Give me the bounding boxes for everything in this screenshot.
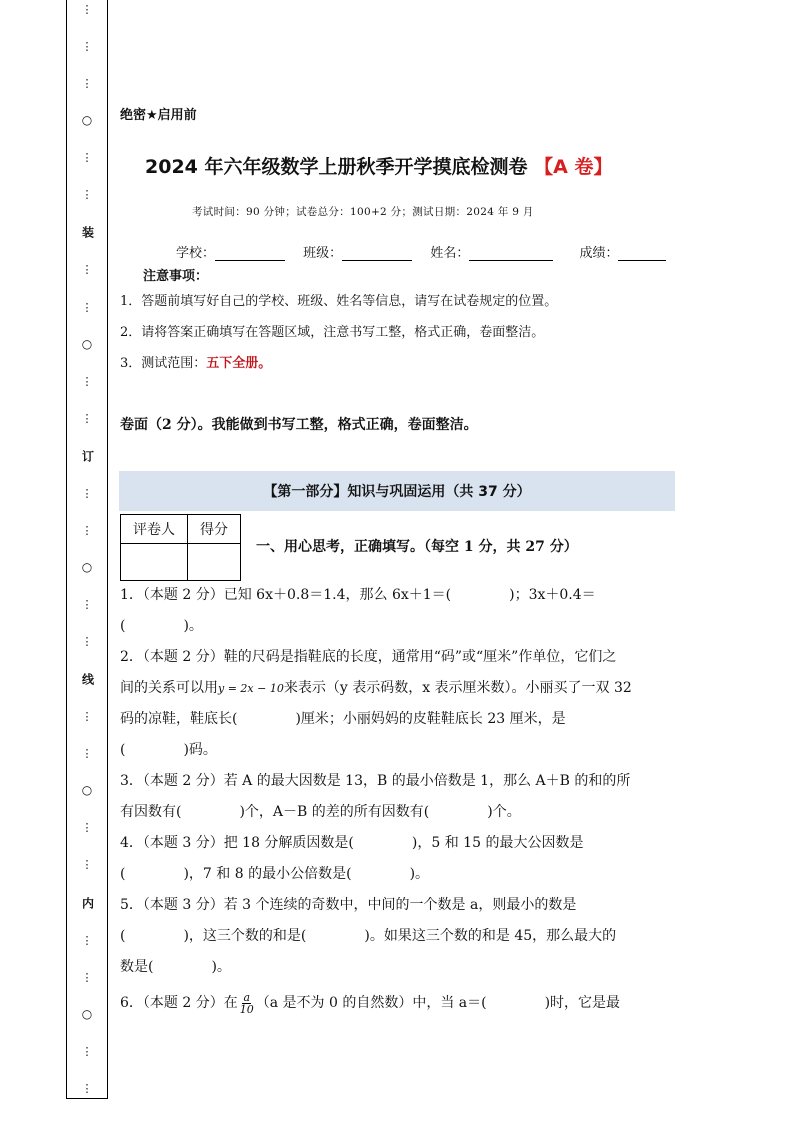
binding-dots: ⋮: [81, 486, 93, 500]
binding-dots: ⋮: [81, 1081, 93, 1095]
question-6: [120, 988, 678, 1019]
fraction-a-over-10: [240, 992, 254, 1015]
question-4: [120, 828, 678, 890]
score-field[interactable]: [579, 242, 666, 261]
q5-text: )，这三个数的和是(: [183, 928, 307, 944]
q1-text: 1．（本题 2 分）已知 6x＋0.8＝1.4，那么 6x＋1＝(: [120, 587, 452, 603]
binding-dots: ⋮: [81, 374, 93, 388]
q2-text: 码的凉鞋，鞋底长(: [120, 711, 238, 727]
question-1: [120, 580, 678, 642]
q4-text: )，7 和 8 的最小公倍数是(: [183, 866, 352, 882]
binding-dots: ⋮: [81, 858, 93, 872]
class-field[interactable]: [303, 242, 412, 261]
note-item: 1．答题前填写好自己的学校、班级、姓名等信息，请写在试卷规定的位置。: [120, 294, 558, 309]
fraction-numerator: a: [243, 990, 250, 1004]
name-field[interactable]: [430, 242, 553, 261]
binding-circle: ○: [81, 1006, 93, 1021]
q1-text: )。: [183, 618, 203, 634]
q2-text: 间的关系可以用: [120, 680, 218, 696]
name-label: 姓名：: [430, 246, 470, 261]
binding-dots: ⋮: [81, 263, 93, 277]
note-range-value: 五下全册。: [206, 356, 272, 371]
binding-dots: ⋮: [81, 710, 93, 724]
question-5: [120, 890, 678, 983]
binding-circle: ○: [81, 783, 93, 798]
q5-text: 5．（本题 3 分）若 3 个连续的奇数中，中间的一个数是 a，则最小的数是: [120, 897, 577, 913]
q4-text: )。: [409, 866, 430, 882]
q2-text: )厘米；小丽妈妈的皮鞋鞋底长 23 厘米，是: [295, 711, 566, 727]
title-tag: 【A 卷】: [534, 156, 613, 178]
q6-text: 6．（本题 2 分）在: [120, 995, 238, 1011]
school-label: 学校：: [176, 246, 216, 261]
title-text: 2024 年六年级数学上册秋季开学摸底检测卷: [145, 156, 528, 178]
binding-dots: ⋮: [81, 635, 93, 649]
binding-dots: ⋮: [81, 151, 93, 165]
binding-dots: ⋮: [81, 77, 93, 91]
binding-dots: ⋮: [81, 40, 93, 54]
q6-text: )时，它是最: [544, 995, 621, 1011]
binding-dots: ⋮: [81, 300, 93, 314]
binding-dots: ⋮: [81, 598, 93, 611]
binding-dots: ⋮: [81, 1044, 93, 1058]
binding-circle: ○: [81, 113, 93, 128]
part-header: 【第一部分】知识与巩固运用（共 37 分）: [119, 471, 675, 511]
q5-text: )。如果这三个数的和是 45，那么最大的: [364, 928, 617, 944]
class-line[interactable]: [342, 246, 412, 261]
notes-heading: 注意事项：: [143, 269, 209, 284]
class-label: 班级：: [303, 246, 343, 261]
note-item: [120, 352, 271, 371]
q5-text: )。: [211, 959, 231, 975]
q3-text: )个，A－B 的差的所有因数有(: [239, 804, 430, 820]
grader-header: 评卷人: [121, 515, 188, 544]
note-item: 2．请将答案正确填写在答题区域，注意书写工整，格式正确，卷面整洁。: [120, 325, 545, 340]
score-header: 得分: [188, 515, 241, 544]
fraction-denominator: 10: [239, 1002, 254, 1016]
page-title: [145, 152, 612, 179]
q2-text: 2．（本题 2 分）鞋的尺码是指鞋底的长度，通常用“码”或“厘米”作单位，它们之: [120, 649, 617, 665]
q1-text: )；3x＋0.4＝: [509, 587, 596, 603]
q1-text: (: [120, 618, 126, 634]
binding-circle: ○: [81, 559, 93, 574]
q3-text: )个。: [487, 804, 521, 820]
binding-dots: ⋮: [81, 3, 93, 16]
binding-word-xian: 线: [80, 673, 95, 686]
binding-dots: ⋮: [81, 188, 93, 202]
binding-dots: ⋮: [81, 411, 93, 425]
name-line[interactable]: [469, 246, 553, 261]
q2-text: 来表示（y 表示码数，x 表示厘米数）。小丽买了一双 32: [283, 680, 632, 696]
school-line[interactable]: [215, 246, 285, 261]
question-3: [120, 766, 678, 828]
student-fields: [176, 242, 666, 261]
note-range-prefix: 3．测试范围：: [120, 356, 207, 371]
q3-text: 3．（本题 2 分）若 A 的最大因数是 13，B 的最小倍数是 1，那么 A＋B 的和的所: [120, 773, 631, 789]
q2-equation: y = 2x − 10: [218, 682, 284, 695]
q6-text: （a 是不为 0 的自然数）中，当 a＝(: [255, 995, 487, 1011]
q2-text: )码。: [183, 742, 217, 758]
q4-text: 4．（本题 3 分）把 18 分解质因数是(: [120, 835, 354, 851]
binding-word-ding: 订: [80, 449, 95, 462]
q5-text: (: [120, 928, 126, 944]
binding-column: [80, 0, 94, 1098]
binding-circle: ○: [81, 336, 93, 351]
school-field[interactable]: [176, 242, 285, 261]
binding-dots: ⋮: [81, 933, 93, 947]
q3-text: 有因数有(: [120, 804, 182, 820]
grader-table: [120, 514, 241, 581]
binding-word-nei: 内: [80, 896, 95, 909]
q4-text: (: [120, 866, 126, 882]
score-line[interactable]: [618, 246, 666, 261]
binding-dots: ⋮: [81, 747, 93, 761]
q4-text: )，5 和 15 的最大公因数是: [411, 835, 584, 851]
section-title: 一、用心思考，正确填写。（每空 1 分，共 27 分）: [256, 539, 578, 555]
grader-cell[interactable]: [121, 544, 188, 581]
question-2: [120, 642, 678, 766]
secret-label: 绝密★启用前: [120, 108, 197, 123]
score-cell[interactable]: [188, 544, 241, 581]
binding-dots: ⋮: [81, 970, 93, 984]
exam-info: 考试时间：90 分钟；试卷总分：100+2 分；测试日期：2024 年 9 月: [192, 206, 534, 218]
q5-text: 数是(: [120, 959, 154, 975]
score-label: 成绩：: [579, 246, 619, 261]
binding-dots: ⋮: [81, 523, 93, 537]
q2-text: (: [120, 742, 126, 758]
binding-dots: ⋮: [81, 821, 93, 835]
neatness-statement: 卷面（2 分）。我能做到书写工整，格式正确，卷面整洁。: [120, 417, 478, 433]
binding-word-zhuang: 装: [80, 226, 95, 239]
